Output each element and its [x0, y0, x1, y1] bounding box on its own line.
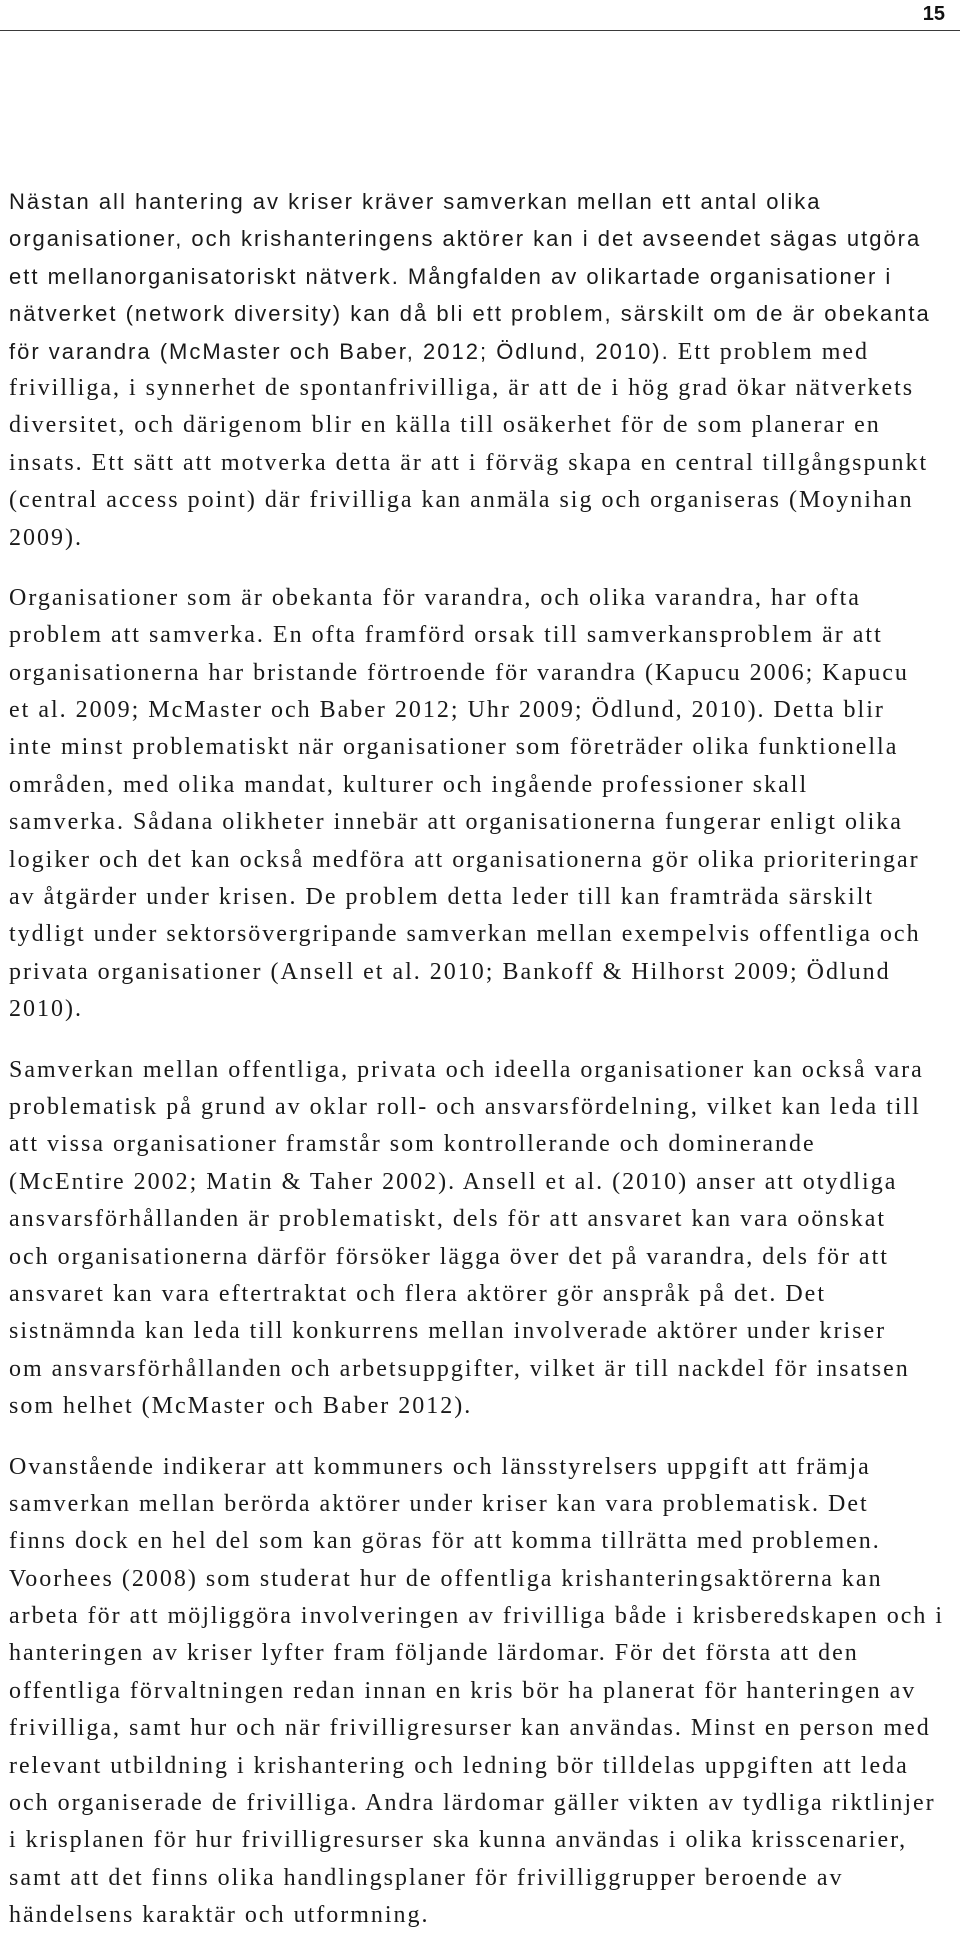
text-line: problem att samverka. En ofta framförd orsak till samverkansproblem är att: [9, 622, 883, 649]
text-line: et al. 2009; McMaster och Baber 2012; Uhr 2009; Ödlund, 2010). Detta blir: [9, 697, 885, 724]
paragraph-4: [9, 1449, 954, 1935]
text-line: nätverket (network diversity) kan då bli ett problem, särskilt om de är obekanta: [9, 301, 931, 327]
text-line: ansvarsförhållanden är problematiskt, dels för att ansvaret kan vara oönskat: [9, 1206, 887, 1233]
text-line: (McEntire 2002; Matin & Taher 2002). Ansell et al. (2010) anser att otydliga: [9, 1168, 898, 1195]
text-line: av åtgärder under krisen. De problem detta leder till kan framträda särskilt: [9, 884, 875, 911]
text-line: tydligt under sektorsövergripande samverkan mellan exempelvis offentliga och: [9, 921, 921, 948]
text-line: Voorhees (2008) som studerat hur de offentliga krishanteringsaktörerna kan: [9, 1565, 883, 1592]
text-line: Organisationer som är obekanta för varandra, och olika varandra, har ofta: [9, 584, 861, 611]
text-line: samverkan mellan berörda aktörer under kriser kan vara problematisk. Det: [9, 1490, 869, 1517]
text-line: områden, med olika mandat, kulturer och ingående professioner skall: [9, 771, 809, 798]
text-line: problematisk på grund av oklar roll- och ansvarsfördelning, vilket kan leda till: [9, 1093, 921, 1120]
text-line: frivilliga, samt hur och när frivilligresurser kan användas. Minst en person med: [9, 1715, 931, 1742]
text-line: privata organisationer (Ansell et al. 2010; Bankoff & Hilhorst 2009; Ödlund: [9, 958, 891, 985]
page-number: 15: [922, 3, 945, 25]
text-line: [9, 333, 954, 370]
text-line: diversitet, och därigenom blir en källa till osäkerhet för de som planerar en: [9, 412, 881, 439]
text-line: logiker och det kan också medföra att organisationerna gör olika prioriteringar: [9, 846, 920, 873]
text-line: insats. Ett sätt att motverka detta är att i förväg skapa en central tillgångspunkt: [9, 449, 929, 476]
text-line: att vissa organisationer framstår som kontrollerande och dominerande: [9, 1131, 816, 1158]
text-segment: Ett problem med: [677, 338, 870, 365]
text-line: arbeta för att möjliggöra involveringen av frivilliga både i krisberedskapen och i: [9, 1603, 945, 1630]
text-line: Samverkan mellan offentliga, privata och ideella organisationer kan också vara: [9, 1056, 924, 1083]
text-line: 2009).: [9, 524, 83, 551]
text-line: sistnämnda kan leda till konkurrens mellan involverade aktörer under kriser: [9, 1318, 887, 1345]
text-line: Nästan all hantering av kriser kräver samverkan mellan ett antal olika: [9, 189, 822, 214]
text-line: organisationerna har bristande förtroende för varandra (Kapucu 2006; Kapucu: [9, 659, 909, 686]
body-text: [9, 183, 954, 1935]
text-line: samverka. Sådana olikheter innebär att organisationerna fungerar enligt olika: [9, 809, 903, 836]
text-line: (central access point) där frivilliga kan anmäla sig och organiseras (Moynihan: [9, 487, 914, 514]
text-line: inte minst problematiskt när organisationer som företräder olika funktionella: [9, 734, 899, 761]
text-segment: för varandra (McMaster och Baber, 2012; Ödlund, 2010).: [9, 338, 670, 364]
text-line: ett mellanorganisatoriskt nätverk. Mångfalden av olikartade organisationer i: [9, 263, 893, 289]
text-line: om ansvarsförhållanden och arbetsuppgifter, vilket är till nackdel för insatsen: [9, 1355, 910, 1382]
text-line: finns dock en hel del som kan göras för att komma tillrätta med problemen.: [9, 1528, 881, 1555]
paragraph-3: [9, 1052, 954, 1426]
header-rule: [0, 30, 960, 31]
paragraph-2: [9, 580, 954, 1029]
text-line: samt att det finns olika handlingsplaner för frivilliggrupper beroende av: [9, 1864, 844, 1891]
text-line: och organiserade de frivilliga. Andra lärdomar gäller vikten av tydliga riktlinjer: [9, 1790, 936, 1817]
text-line: händelsens karaktär och utformning.: [9, 1902, 430, 1929]
text-line: hanteringen av kriser lyfter fram följande lärdomar. För det första att den: [9, 1640, 859, 1667]
text-line: ansvaret kan vara eftertraktat och flera aktörer gör anspråk på det. Det: [9, 1280, 826, 1307]
text-line: 2010).: [9, 996, 83, 1023]
text-line: Ovanstående indikerar att kommuners och länsstyrelsers uppgift att främja: [9, 1453, 871, 1480]
text-line: och organisationerna därför försöker lägga över det på varandra, dels för att: [9, 1243, 889, 1270]
paragraph-1: [9, 183, 954, 557]
text-line: organisationer, och krishanteringens aktörer kan i det avseendet sägas utgöra: [9, 226, 922, 252]
text-line: offentliga förvaltningen redan innan en kris bör ha planerat för hanteringen av: [9, 1677, 917, 1704]
text-line: frivilliga, i synnerhet de spontanfrivilliga, är att de i hög grad ökar nätverkets: [9, 374, 915, 401]
text-line: i krisplanen för hur frivilligresurser ska kunna användas i olika krisscenarier,: [9, 1827, 908, 1854]
text-line: som helhet (McMaster och Baber 2012).: [9, 1393, 473, 1420]
text-line: relevant utbildning i krishantering och ledning bör tilldelas uppgiften att leda: [9, 1752, 909, 1779]
